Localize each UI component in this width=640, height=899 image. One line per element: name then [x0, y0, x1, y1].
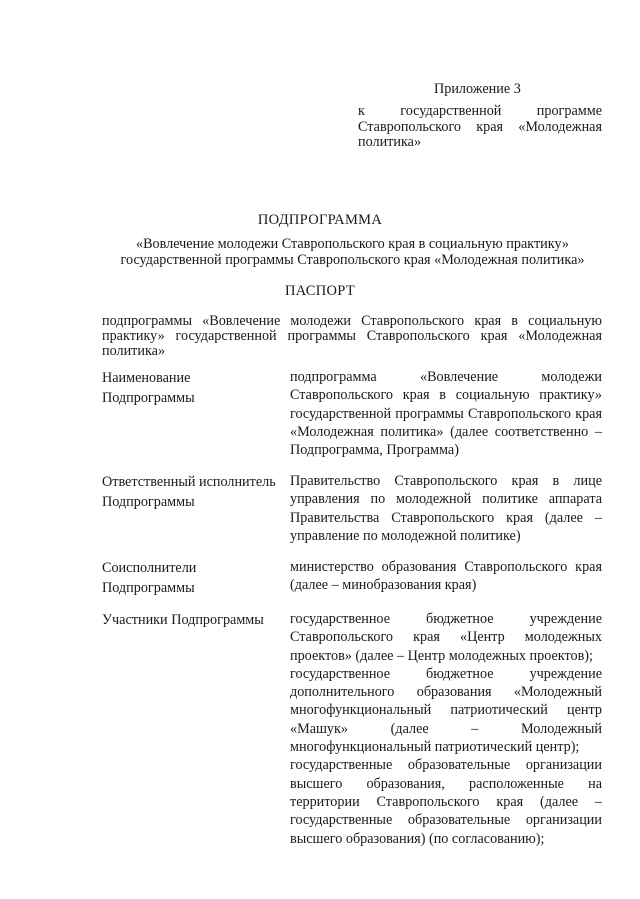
participant-item: государственное бюджетное учреждение Ставропольского края «Центр молодежных проектов» (далее – Центр молодежных проектов); [290, 611, 602, 664]
subprogram-heading: ПОДПРОГРАММА [257, 212, 383, 228]
passport-heading: ПАСПОРТ [284, 283, 356, 299]
appendix-text: к государственной программе Ставропольского края «Молодежная политика» [358, 103, 602, 150]
row-value-list [290, 610, 602, 848]
row-label: Участники Подпрограммы [102, 612, 264, 628]
row-value: министерство образования Ставропольского края (далее – минобразования края) [290, 559, 602, 594]
row-value: Правительство Ставропольского края в лице управления по молодежной политике аппарата Правительства Ставропольского края (далее – управление по молодежной политике) [290, 473, 602, 544]
participant-item: государственное бюджетное учреждение дополнительного образования «Молодежный многофункциональный патриотический центр «Машук» (далее – Молодежный многофункциональный патриотический центр); [290, 665, 602, 756]
row-label: Соисполнители Подпрограммы [102, 560, 197, 596]
row-value: подпрограмма «Вовлечение молодежи Ставропольского края в социальную практику» государственной программы Ставропольского края «Молодежная политика» (далее соответственно – Подпрограмма, Программа) [290, 369, 602, 459]
row-label: Наименование Подпрограммы [102, 370, 195, 406]
participant-item: государственные образовательные организации высшего образования, расположенные на территории Ставропольского края (далее – государственные образовательные организации высшего образования) (по согласованию); [290, 757, 602, 847]
passport-subtitle: подпрограммы «Вовлечение молодежи Ставропольского края в социальную практику» государственной программы Ставропольского края «Молодежная политика» [102, 313, 602, 359]
subprogram-title: «Вовлечение молодежи Ставропольского края в социальную практику» государственной программы Ставропольского края «Молодежная политика» [120, 236, 585, 268]
appendix-title: Приложение 3 [434, 81, 521, 97]
row-label: Ответственный исполнитель Подпрограммы [102, 474, 276, 510]
